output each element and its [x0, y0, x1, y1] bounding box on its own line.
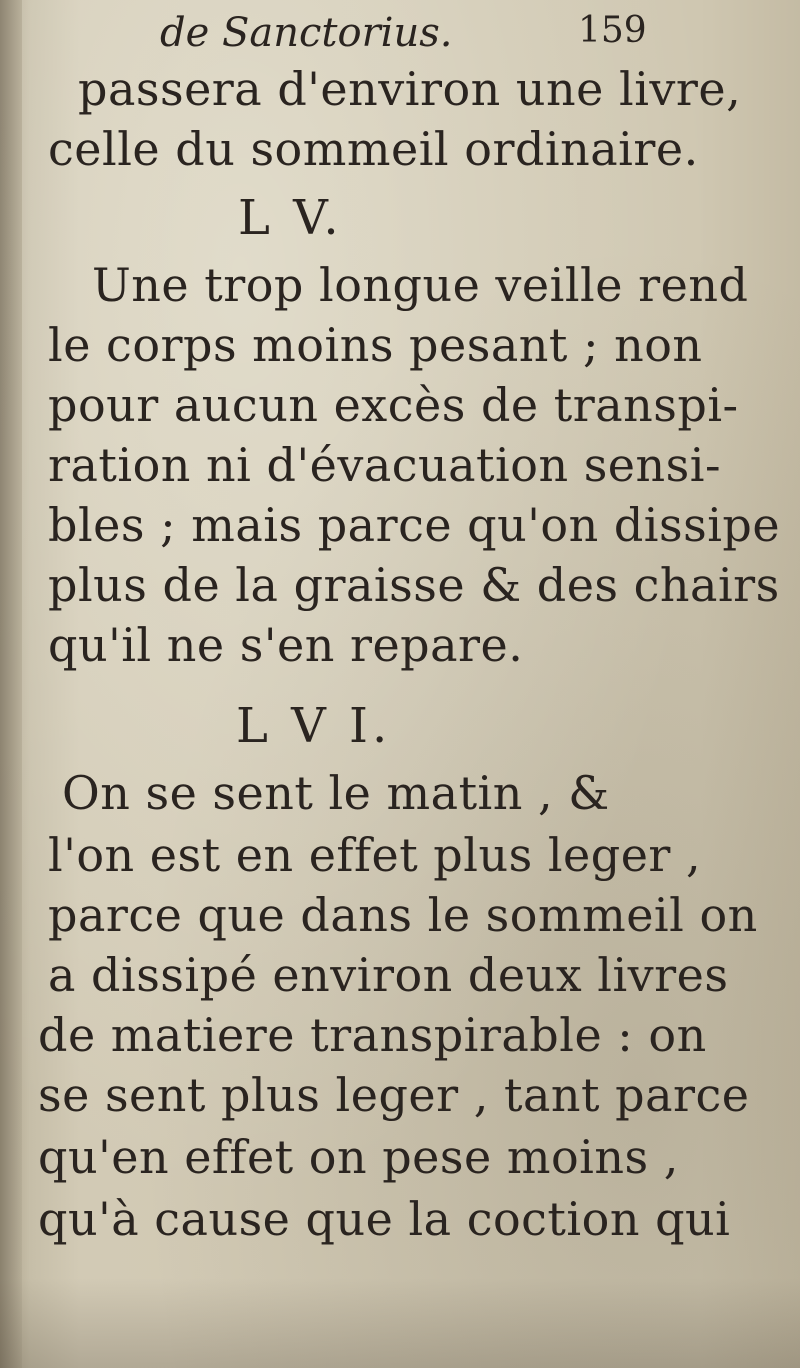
- section-numeral-56: L V I.: [236, 698, 392, 754]
- text-line: qu'à cause que la coction qui: [38, 1192, 731, 1246]
- text-line: le corps moins pesant ; non: [48, 318, 703, 372]
- page-bottom-shadow: [0, 1278, 800, 1368]
- text-line: celle du sommeil ordinaire.: [48, 122, 699, 176]
- text-line: l'on est en effet plus leger ,: [48, 828, 702, 882]
- text-line: pour aucun excès de transpi-: [48, 378, 739, 432]
- running-title: de Sanctorius.: [160, 10, 453, 56]
- text-line: bles ; mais parce qu'on dissipe: [48, 498, 781, 552]
- page-number: 159: [578, 10, 647, 51]
- text-line: de matiere transpirable : on: [38, 1008, 707, 1062]
- section-numeral-55: L V.: [238, 190, 343, 246]
- text-line: passera d'environ une livre,: [78, 62, 742, 116]
- page-gutter-shadow: [0, 0, 22, 1368]
- text-line: qu'en effet on pese moins ,: [38, 1130, 679, 1184]
- text-line: On se sent le matin , &: [62, 766, 610, 820]
- text-line: plus de la graisse & des chairs: [48, 558, 780, 612]
- text-line: ration ni d'évacuation sensi-: [48, 438, 722, 492]
- text-line: a dissipé environ deux livres: [48, 948, 729, 1002]
- text-line: se sent plus leger , tant parce: [38, 1068, 750, 1122]
- text-line: Une trop longue veille rend: [92, 258, 749, 312]
- text-line: parce que dans le sommeil on: [48, 888, 758, 942]
- text-line: qu'il ne s'en repare.: [48, 618, 524, 672]
